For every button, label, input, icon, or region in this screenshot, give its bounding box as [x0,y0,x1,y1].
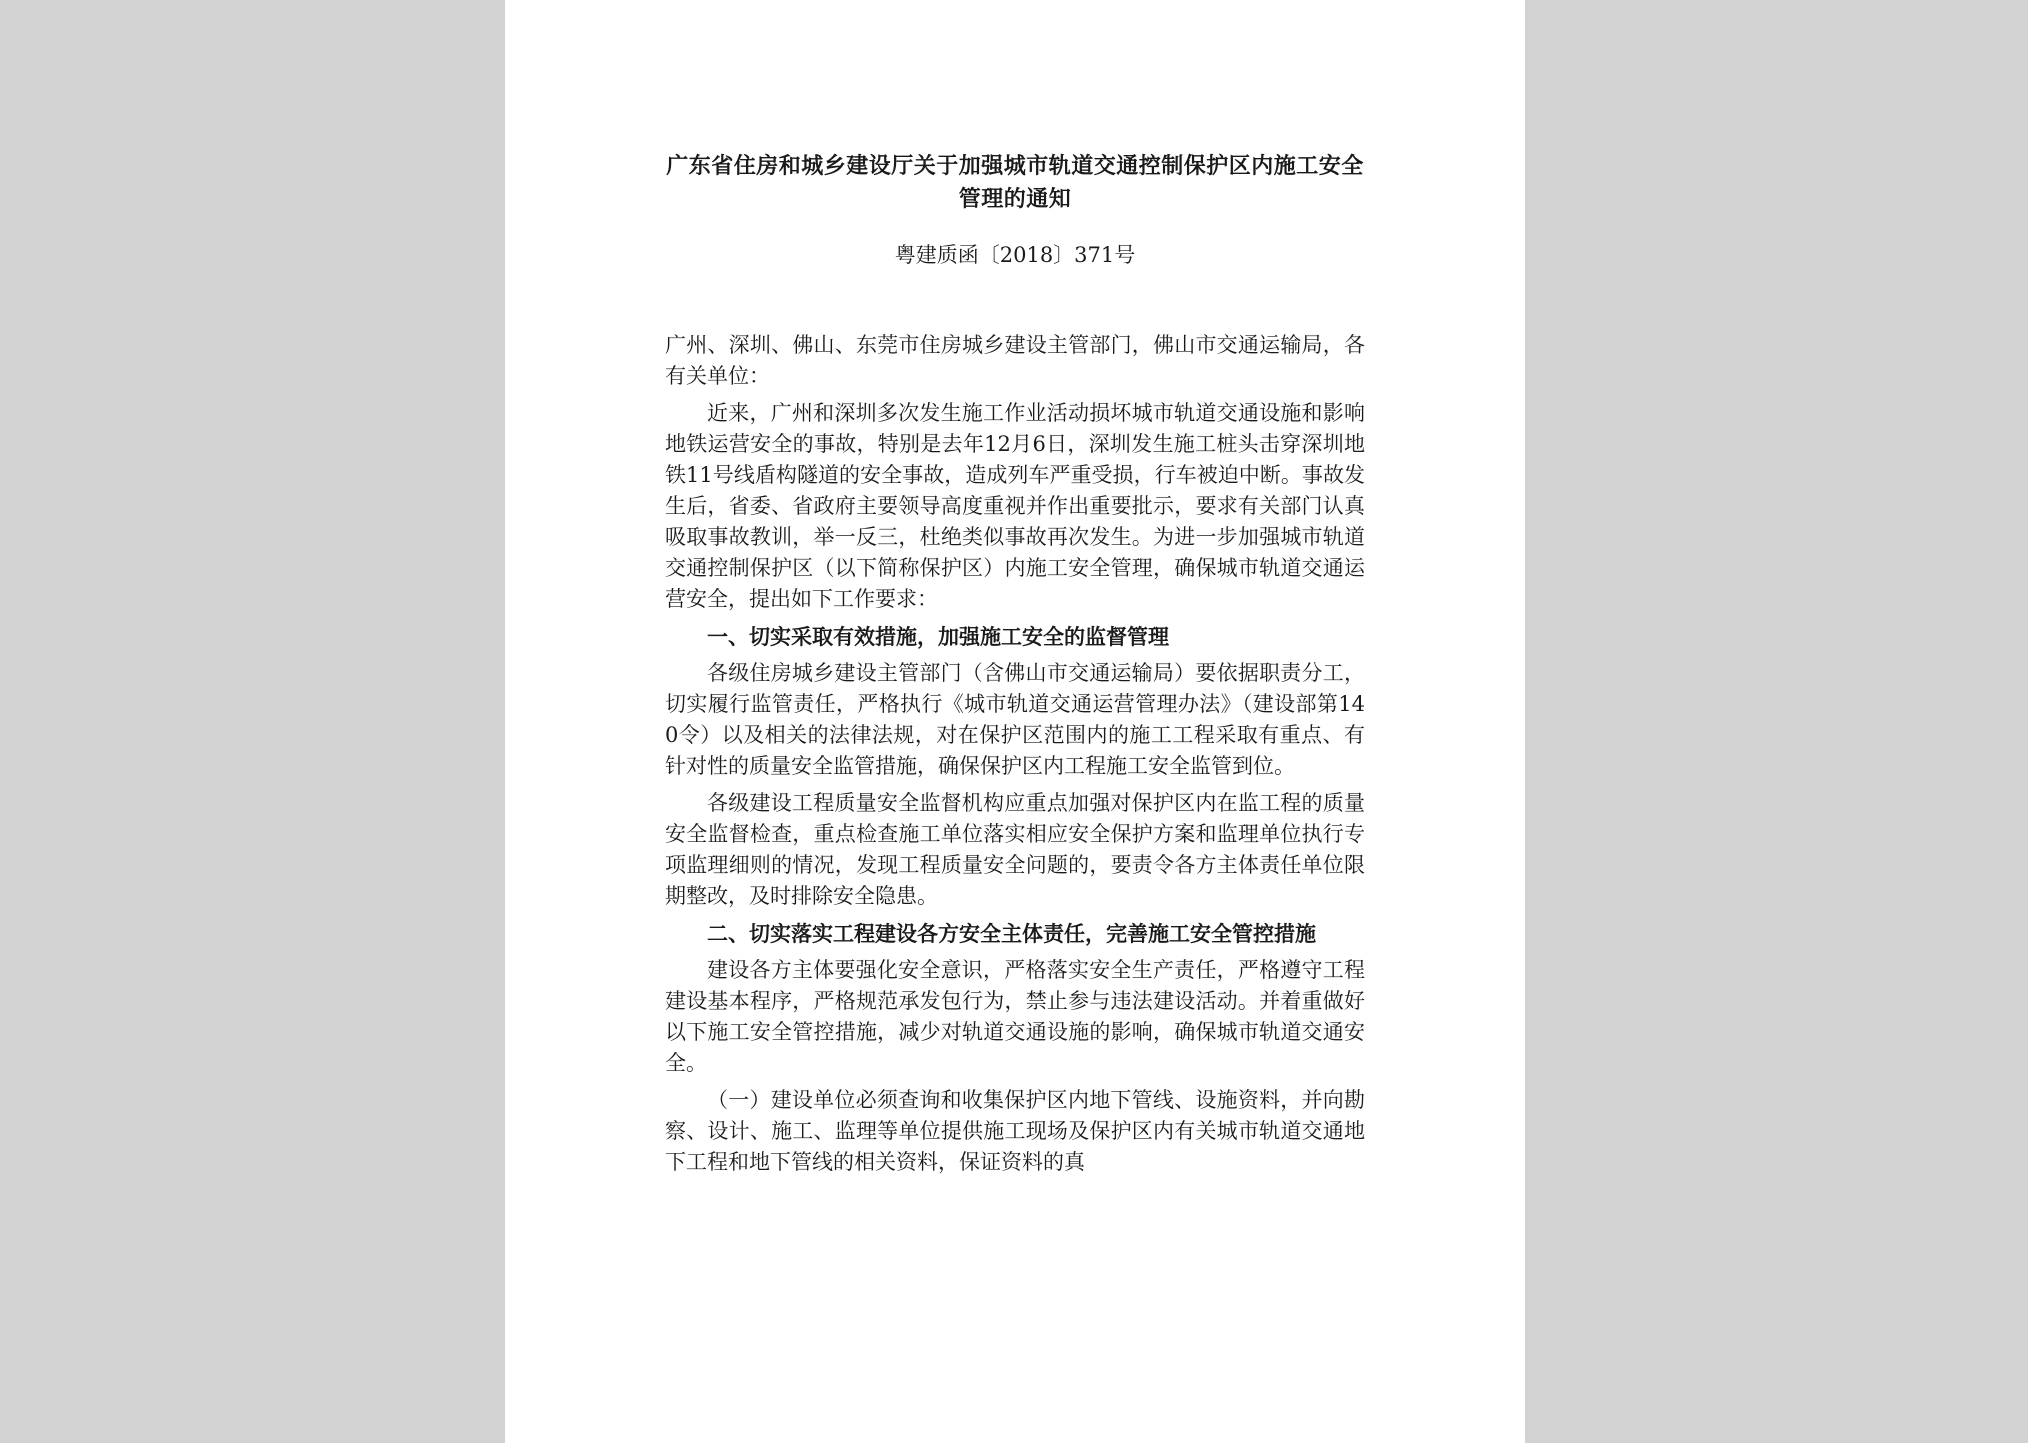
section-heading-1: 一、切实采取有效措施，加强施工安全的监督管理 [707,624,1169,649]
section2-paragraph-1: 建设各方主体要强化安全意识，严格落实安全生产责任，严格遵守工程建设基本程序，严格规范承发包行为，禁止参与违法建设活动。并着重做好以下施工安全管控措施，减少对轨道交通设施的影响，确保城市轨道交通安全。 [665,958,1365,1075]
section1-paragraph-2: 各级建设工程质量安全监督机构应重点加强对保护区内在监工程的质量安全监督检查，重点检查施工单位落实相应安全保护方案和监理单位执行专项监理细则的情况，发现工程质量安全问题的，要责令各方主体责任单位限期整改，及时排除安全隐患。 [665,791,1365,908]
document-body [665,150,1365,1184]
addressee-paragraph: 广州、深圳、佛山、东莞市住房城乡建设主管部门，佛山市交通运输局，各有关单位： [665,333,1365,388]
document-title: 广东省住房和城乡建设厅关于加强城市轨道交通控制保护区内施工安全管理的通知 [666,153,1364,212]
document-number: 粤建质函〔2018〕371号 [894,243,1136,267]
section1-paragraph-1: 各级住房城乡建设主管部门（含佛山市交通运输局）要依据职责分工，切实履行监管责任，严格执行《城市轨道交通运营管理办法》（建设部第140令）以及相关的法律法规，对在保护区范围内的施工工程采取有重点、有针对性的质量安全监管措施，确保保护区内工程施工安全监管到位。 [665,661,1365,778]
document-page [505,0,1525,1443]
intro-paragraph: 近来，广州和深圳多次发生施工作业活动损坏城市轨道交通设施和影响地铁运营安全的事故，特别是去年12月6日，深圳发生施工桩头击穿深圳地铁11号线盾构隧道的安全事故，造成列车严重受损，行车被迫中断。事故发生后，省委、省政府主要领导高度重视并作出重要批示，要求有关部门认真吸取事故教训，举一反三，杜绝类似事故再次发生。为进一步加强城市轨道交通控制保护区（以下简称保护区）内施工安全管理，确保城市轨道交通运营安全，提出如下工作要求： [665,401,1365,611]
section-heading-2: 二、切实落实工程建设各方安全主体责任，完善施工安全管控措施 [707,921,1316,946]
section2-paragraph-2: （一）建设单位必须查询和收集保护区内地下管线、设施资料，并向勘察、设计、施工、监理等单位提供施工现场及保护区内有关城市轨道交通地下工程和地下管线的相关资料，保证资料的真 [665,1088,1365,1174]
